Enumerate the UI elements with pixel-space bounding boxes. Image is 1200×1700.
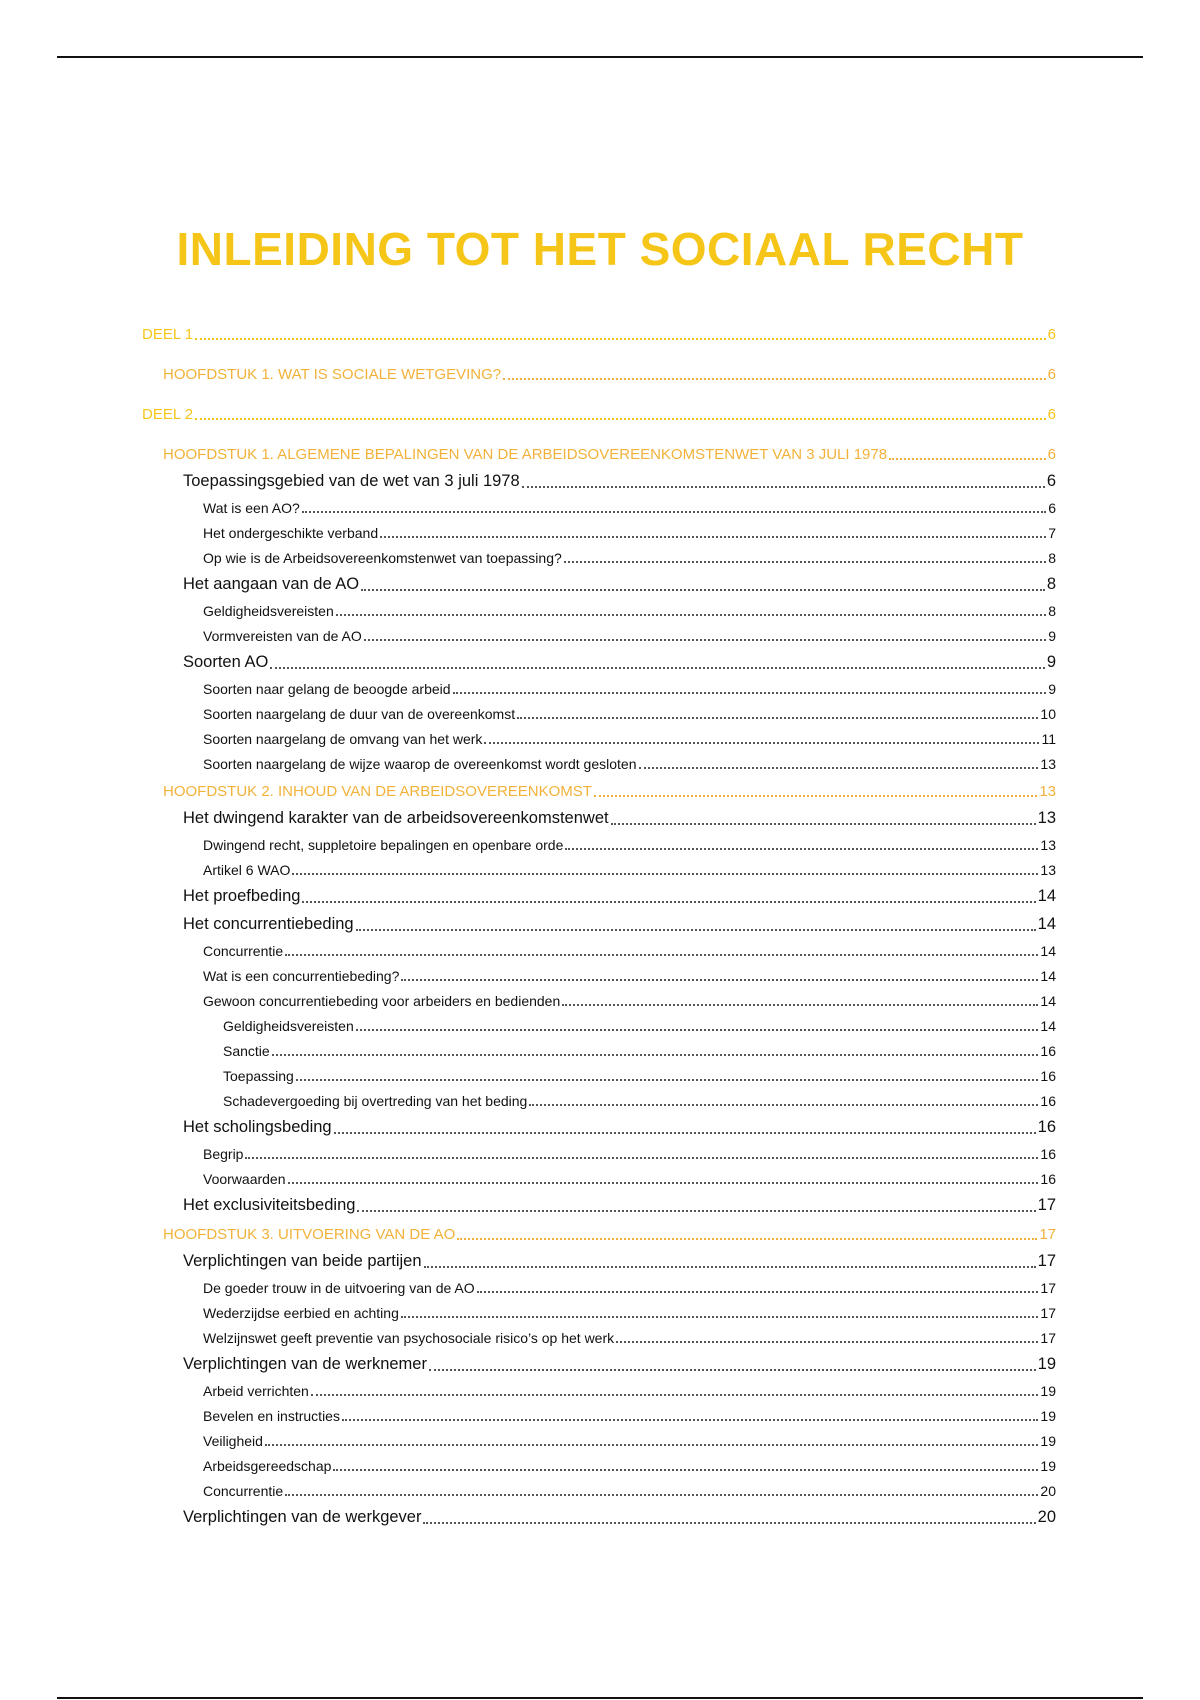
- toc-entry-label: Arbeid verrichten: [203, 1383, 309, 1400]
- toc-leader-dots: [522, 486, 1045, 488]
- toc-entry-label: Het ondergeschikte verband: [203, 525, 379, 542]
- toc-leader-dots: [564, 561, 1046, 563]
- toc-entry-sub[interactable]: [142, 521, 1056, 546]
- toc-entry-page: 17: [1037, 1252, 1056, 1271]
- toc-entry-page: 16: [1040, 1068, 1056, 1085]
- toc-leader-dots: [245, 1157, 1038, 1159]
- toc-entry-page: 17: [1040, 1330, 1056, 1347]
- toc-entry-label: Soorten naargelang de omvang van het werk: [203, 731, 483, 748]
- toc-entry-subsub[interactable]: [142, 1064, 1056, 1089]
- toc-leader-dots: [562, 1004, 1038, 1006]
- toc-leader-dots: [336, 614, 1046, 616]
- toc-leader-dots: [429, 1369, 1036, 1371]
- toc-leader-dots: [616, 1341, 1038, 1343]
- toc-entry-page: 16: [1040, 1146, 1056, 1163]
- toc-entry-page: 19: [1040, 1408, 1056, 1425]
- toc-entry-sec[interactable]: [142, 805, 1056, 833]
- toc-entry-page: 6: [1047, 366, 1056, 383]
- toc-leader-dots: [272, 1054, 1039, 1056]
- toc-entry-page: 6: [1048, 500, 1056, 517]
- toc-entry-subsub[interactable]: [142, 1014, 1056, 1039]
- toc-entry-page: 19: [1040, 1458, 1056, 1475]
- toc-entry-sec[interactable]: [142, 1351, 1056, 1379]
- toc-entry-page: 13: [1040, 862, 1056, 879]
- toc-entry-sub[interactable]: [142, 1429, 1056, 1454]
- toc-entry-deel[interactable]: [142, 388, 1056, 428]
- toc-entry-label: Wat is een AO?: [203, 500, 300, 517]
- toc-entry-page: 11: [1041, 731, 1056, 748]
- toc-entry-label: HOOFDSTUK 1. WAT IS SOCIALE WETGEVING?: [163, 366, 502, 383]
- header-rule: [57, 56, 1143, 58]
- toc-entry-chapter[interactable]: [142, 428, 1056, 468]
- toc-entry-page: 9: [1046, 653, 1056, 672]
- toc-entry-page: 19: [1040, 1383, 1056, 1400]
- toc-entry-label: Dwingend recht, suppletoire bepalingen en openbare orde: [203, 837, 564, 854]
- toc-entry-sub[interactable]: [142, 624, 1056, 649]
- toc-leader-dots: [292, 873, 1038, 875]
- toc-entry-label: Vormvereisten van de AO: [203, 628, 362, 645]
- toc-entry-page: 14: [1040, 993, 1056, 1010]
- toc-entry-page: 14: [1037, 915, 1056, 934]
- toc-leader-dots: [285, 954, 1038, 956]
- toc-entry-page: 17: [1040, 1280, 1056, 1297]
- toc-entry-page: 16: [1040, 1171, 1056, 1188]
- toc-entry-label: De goeder trouw in de uitvoering van de AO: [203, 1280, 475, 1297]
- toc-entry-label: Bevelen en instructies: [203, 1408, 340, 1425]
- toc-leader-dots: [195, 338, 1046, 340]
- toc-leader-dots: [342, 1419, 1038, 1421]
- toc-entry-label: Voorwaarden: [203, 1171, 286, 1188]
- toc-entry-label: Toepassingsgebied van de wet van 3 juli 1978: [183, 472, 520, 491]
- toc-entry-page: 8: [1048, 550, 1056, 567]
- toc-leader-dots: [270, 667, 1045, 669]
- toc-entry-label: Verplichtingen van beide partijen: [183, 1252, 422, 1271]
- toc-leader-dots: [453, 692, 1047, 694]
- toc-entry-page: 9: [1048, 628, 1056, 645]
- toc-leader-dots: [477, 1291, 1039, 1293]
- document-title: INLEIDING TOT HET SOCIAAL RECHT: [176, 223, 1024, 275]
- toc-entry-page: 6: [1047, 326, 1056, 343]
- toc-leader-dots: [302, 901, 1035, 903]
- toc-entry-label: Gewoon concurrentiebeding voor arbeiders en bedienden: [203, 993, 561, 1010]
- toc-entry-label: Sanctie: [223, 1043, 270, 1060]
- toc-entry-sub[interactable]: [142, 1454, 1056, 1479]
- toc-entry-page: 14: [1040, 968, 1056, 985]
- toc-leader-dots: [889, 458, 1046, 460]
- toc-entry-label: Verplichtingen van de werknemer: [183, 1355, 427, 1374]
- toc-leader-dots: [311, 1394, 1039, 1396]
- toc-entry-subsub[interactable]: [142, 1039, 1056, 1064]
- toc-leader-dots: [423, 1522, 1035, 1524]
- toc-leader-dots: [529, 1104, 1038, 1106]
- toc-entry-label: Arbeidsgereedschap: [203, 1458, 332, 1475]
- toc-leader-dots: [565, 848, 1038, 850]
- toc-entry-sub[interactable]: [142, 1404, 1056, 1429]
- toc-entry-page: 8: [1048, 603, 1056, 620]
- toc-leader-dots: [611, 823, 1036, 825]
- toc-entry-page: 7: [1048, 525, 1056, 542]
- toc-leader-dots: [296, 1079, 1039, 1081]
- toc-entry-sub[interactable]: [142, 1301, 1056, 1326]
- toc-entry-label: DEEL 1: [142, 326, 194, 343]
- toc-leader-dots: [265, 1444, 1038, 1446]
- toc-leader-dots: [195, 418, 1046, 420]
- toc-entry-subsub[interactable]: [142, 1089, 1056, 1114]
- toc-entry-sub[interactable]: [142, 939, 1056, 964]
- toc-entry-page: 19: [1040, 1433, 1056, 1450]
- toc-leader-dots: [361, 589, 1045, 591]
- toc-entry-sub[interactable]: [142, 833, 1056, 858]
- toc-entry-sub[interactable]: [142, 1379, 1056, 1404]
- toc-entry-page: 13: [1040, 756, 1056, 773]
- toc-entry-sub[interactable]: [142, 1142, 1056, 1167]
- toc-entry-label: Het exclusiviteitsbeding: [183, 1196, 356, 1215]
- toc-entry-sub[interactable]: [142, 727, 1056, 752]
- toc-entry-label: Artikel 6 WAO: [203, 862, 291, 879]
- toc-entry-page: 17: [1037, 1196, 1056, 1215]
- toc-entry-page: 6: [1046, 472, 1056, 491]
- toc-entry-label: Het scholingsbeding: [183, 1118, 332, 1137]
- toc-leader-dots: [457, 1238, 1037, 1240]
- toc-entry-page: 6: [1047, 446, 1056, 463]
- toc-entry-sub[interactable]: [142, 1479, 1056, 1504]
- toc-entry-sub[interactable]: [142, 546, 1056, 571]
- toc-entry-sec[interactable]: [142, 883, 1056, 911]
- toc-entry-page: 6: [1047, 406, 1056, 423]
- toc-leader-dots: [424, 1266, 1036, 1268]
- toc-entry-label: HOOFDSTUK 3. UITVOERING VAN DE AO: [163, 1226, 456, 1243]
- toc-entry-chapter[interactable]: [142, 1220, 1056, 1248]
- toc-leader-dots: [639, 767, 1039, 769]
- toc-leader-dots: [285, 1494, 1038, 1496]
- toc-leader-dots: [333, 1469, 1038, 1471]
- toc-entry-page: 14: [1040, 1018, 1056, 1035]
- toc-entry-label: Toepassing: [223, 1068, 294, 1085]
- toc-entry-sec[interactable]: [142, 1504, 1056, 1532]
- toc-entry-page: 10: [1040, 706, 1056, 723]
- toc-entry-page: 13: [1040, 837, 1056, 854]
- toc-entry-sec[interactable]: [142, 1192, 1056, 1220]
- toc-entry-label: Het concurrentiebeding: [183, 915, 354, 934]
- toc-leader-dots: [302, 511, 1046, 513]
- toc-leader-dots: [288, 1182, 1039, 1184]
- toc-entry-deel[interactable]: [142, 308, 1056, 348]
- toc-entry-label: Concurrentie: [203, 943, 284, 960]
- toc-entry-label: HOOFDSTUK 1. ALGEMENE BEPALINGEN VAN DE ARBEIDSOVEREENKOMSTENWET VAN 3 JULI 1978: [163, 446, 888, 463]
- toc-entry-page: 17: [1039, 1226, 1056, 1243]
- toc-entry-sec[interactable]: [142, 649, 1056, 677]
- toc-entry-label: Welzijnswet geeft preventie van psychosociale risico’s op het werk: [203, 1330, 615, 1347]
- toc-leader-dots: [364, 639, 1046, 641]
- toc-entry-label: Concurrentie: [203, 1483, 284, 1500]
- toc-entry-label: Soorten naar gelang de beoogde arbeid: [203, 681, 451, 698]
- toc-leader-dots: [401, 1316, 1039, 1318]
- toc-leader-dots: [503, 378, 1046, 380]
- toc-entry-sub[interactable]: [142, 702, 1056, 727]
- toc-entry-label: Wederzijdse eerbied en achting: [203, 1305, 399, 1322]
- toc-entry-chapter[interactable]: [142, 777, 1056, 805]
- toc-entry-sub[interactable]: [142, 1167, 1056, 1192]
- toc-entry-label: Het proefbeding: [183, 887, 301, 906]
- toc-entry-label: Verplichtingen van de werkgever: [183, 1508, 422, 1527]
- toc-entry-sub[interactable]: [142, 496, 1056, 521]
- toc-entry-page: 20: [1037, 1508, 1056, 1527]
- toc-entry-label: Veiligheid: [203, 1433, 263, 1450]
- toc-leader-dots: [357, 1210, 1035, 1212]
- toc-entry-sub[interactable]: [142, 964, 1056, 989]
- toc-entry-label: Het aangaan van de AO: [183, 575, 360, 594]
- toc-leader-dots: [401, 979, 1038, 981]
- toc-entry-sec[interactable]: [142, 571, 1056, 599]
- toc-entry-sec[interactable]: [142, 1114, 1056, 1142]
- toc-entry-page: 8: [1046, 575, 1056, 594]
- toc-entry-sub[interactable]: [142, 1276, 1056, 1301]
- toc-leader-dots: [334, 1132, 1036, 1134]
- toc-entry-sec[interactable]: [142, 911, 1056, 939]
- toc-entry-page: 19: [1037, 1355, 1056, 1374]
- toc-entry-page: 16: [1040, 1093, 1056, 1110]
- toc-entry-label: Wat is een concurrentiebeding?: [203, 968, 400, 985]
- toc-entry-label: Geldigheidsvereisten: [223, 1018, 354, 1035]
- toc-leader-dots: [356, 1029, 1039, 1031]
- toc-entry-page: 16: [1040, 1043, 1056, 1060]
- toc-entry-label: Geldigheidsvereisten: [203, 603, 334, 620]
- toc-entry-chapter[interactable]: [142, 348, 1056, 388]
- toc-entry-label: Het dwingend karakter van de arbeidsovereenkomstenwet: [183, 809, 609, 828]
- toc-entry-page: 20: [1040, 1483, 1056, 1500]
- toc-entry-label: Soorten naargelang de wijze waarop de overeenkomst wordt gesloten: [203, 756, 637, 773]
- toc-entry-label: Op wie is de Arbeidsovereenkomstenwet van toepassing?: [203, 550, 562, 567]
- toc-entry-page: 16: [1037, 1118, 1056, 1137]
- toc-entry-sub[interactable]: [142, 752, 1056, 777]
- toc-entry-sec[interactable]: [142, 1248, 1056, 1276]
- toc-entry-sub[interactable]: [142, 677, 1056, 702]
- toc-entry-label: Soorten AO: [183, 653, 269, 672]
- toc-entry-label: HOOFDSTUK 2. INHOUD VAN DE ARBEIDSOVEREENKOMST: [163, 783, 592, 800]
- toc-leader-dots: [594, 795, 1037, 797]
- toc-entry-sec[interactable]: [142, 468, 1056, 496]
- toc-entry-sub[interactable]: [142, 1326, 1056, 1351]
- footer-rule: [57, 1697, 1143, 1699]
- toc-entry-label: Begrip: [203, 1146, 244, 1163]
- toc-entry-label: Soorten naargelang de duur van de overeenkomst: [203, 706, 516, 723]
- toc-entry-page: 13: [1039, 783, 1056, 800]
- toc-leader-dots: [517, 717, 1038, 719]
- toc-entry-sub[interactable]: [142, 599, 1056, 624]
- toc-entry-label: Schadevergoeding bij overtreding van het beding: [223, 1093, 528, 1110]
- toc-entry-label: DEEL 2: [142, 406, 194, 423]
- table-of-contents: [142, 308, 1056, 1532]
- toc-entry-page: 17: [1040, 1305, 1056, 1322]
- toc-entry-sub[interactable]: [142, 989, 1056, 1014]
- toc-entry-page: 9: [1048, 681, 1056, 698]
- toc-entry-page: 13: [1037, 809, 1056, 828]
- toc-entry-sub[interactable]: [142, 858, 1056, 883]
- toc-leader-dots: [380, 536, 1046, 538]
- toc-leader-dots: [356, 929, 1036, 931]
- toc-entry-page: 14: [1037, 887, 1056, 906]
- toc-entry-page: 14: [1040, 943, 1056, 960]
- toc-leader-dots: [484, 742, 1039, 744]
